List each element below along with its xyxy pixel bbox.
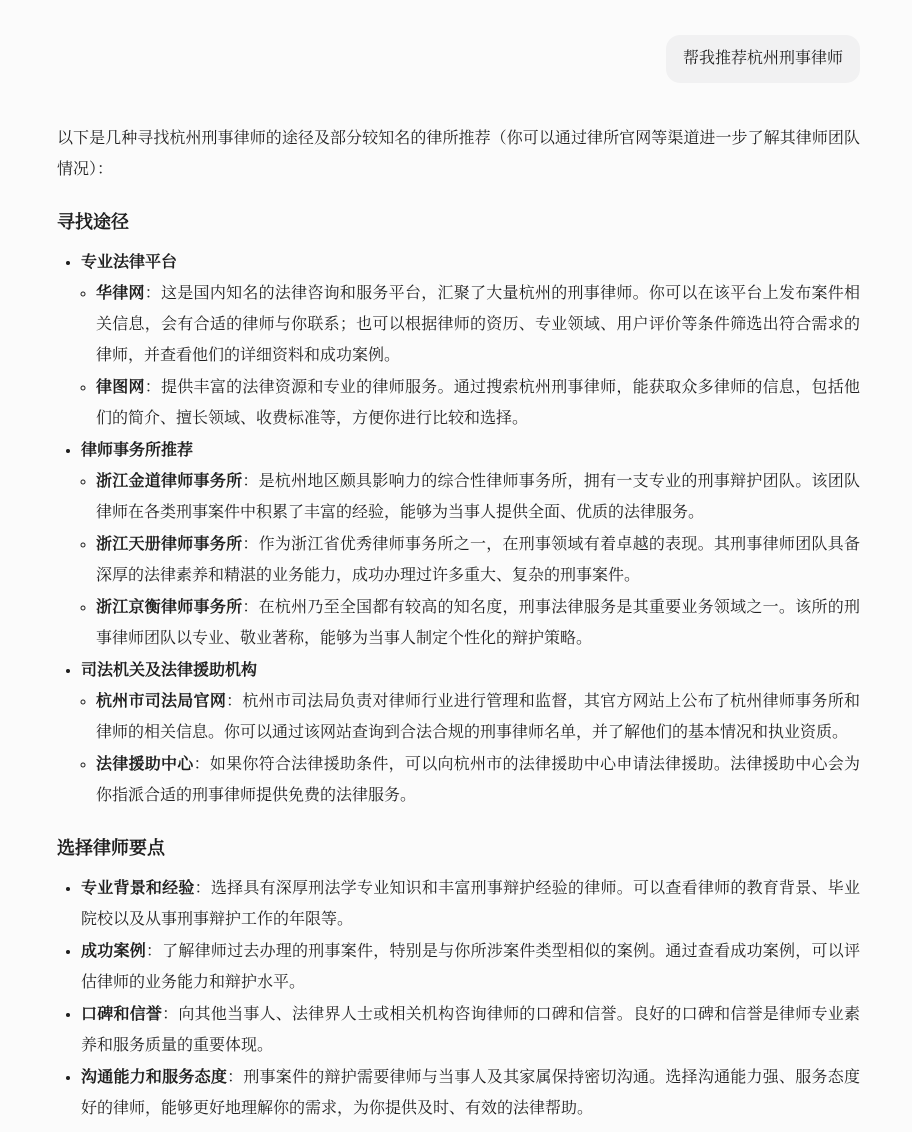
list-item — [81, 1062, 860, 1124]
group-title: 司法机关及法律援助机构 — [81, 662, 258, 679]
item-desc: ：提供丰富的法律资源和专业的律师服务。通过搜索杭州刑事律师，能获取众多律师的信息，包括他们的简介、擅长领域、收费标准等，方便你进行比较和选择。 — [96, 379, 860, 427]
group-title: 律师事务所推荐 — [81, 442, 194, 459]
group-title: 专业法律平台 — [81, 254, 178, 271]
list-item — [96, 278, 860, 371]
user-message-row — [57, 35, 860, 83]
item-desc: ：这是国内知名的法律咨询和服务平台，汇聚了大量杭州的刑事律师。你可以在该平台上发布案件相关信息，会有合适的律师与你联系；也可以根据律师的资历、专业领域、用户评价等条件筛选出符合需求的律师，并查看他们的详细资料和成功案例。 — [96, 285, 860, 364]
list-item — [96, 749, 860, 811]
item-term: 浙江京衡律师事务所 — [96, 599, 243, 616]
item-term: 浙江金道律师事务所 — [96, 473, 243, 490]
item-term: 杭州市司法局官网 — [96, 693, 227, 710]
group-items — [81, 466, 860, 654]
list-item — [96, 529, 860, 591]
user-message-bubble: 帮我推荐杭州刑事律师 — [666, 35, 860, 83]
list-group-law-firms — [81, 435, 860, 654]
section-heading-choose-points: 选择律师要点 — [57, 838, 165, 858]
item-desc: ：向其他当事人、法律界人士或相关机构咨询律师的口碑和信誉。良好的口碑和信誉是律师专业素养和服务质量的重要体现。 — [81, 1006, 860, 1054]
list-item — [96, 592, 860, 654]
list-item — [96, 686, 860, 748]
list-group-judicial-aid — [81, 655, 860, 811]
item-term: 浙江天册律师事务所 — [96, 536, 243, 553]
find-ways-list — [57, 247, 860, 811]
item-desc: ：杭州市司法局负责对律师行业进行管理和监督，其官方网站上公布了杭州律师事务所和律师的相关信息。你可以通过该网站查询到合法合规的刑事律师名单，并了解他们的基本情况和执业资质。 — [96, 693, 860, 741]
item-term: 口碑和信誉 — [81, 1006, 163, 1023]
list-item — [96, 372, 860, 434]
item-desc: ：作为浙江省优秀律师事务所之一，在刑事领域有着卓越的表现。其刑事律师团队具备深厚的法律素养和精湛的业务能力，成功办理过许多重大、复杂的刑事案件。 — [96, 536, 860, 584]
list-item — [81, 873, 860, 935]
list-item — [81, 936, 860, 998]
item-term: 律图网 — [96, 379, 145, 396]
item-term: 法律援助中心 — [96, 756, 194, 773]
group-items — [81, 686, 860, 811]
item-desc: ：是杭州地区颇具影响力的综合性律师事务所，拥有一支专业的刑事辩护团队。该团队律师在各类刑事案件中积累了丰富的经验，能够为当事人提供全面、优质的法律服务。 — [96, 473, 860, 521]
list-group-platforms — [81, 247, 860, 434]
chat-thread — [57, 0, 860, 1124]
item-term: 华律网 — [96, 285, 145, 302]
item-term: 沟通能力和服务态度 — [81, 1069, 228, 1086]
item-desc: ：了解律师过去办理的刑事案件，特别是与你所涉案件类型相似的案例。通过查看成功案例，可以评估律师的业务能力和辩护水平。 — [81, 943, 860, 991]
item-term: 专业背景和经验 — [81, 880, 195, 897]
assistant-intro: 以下是几种寻找杭州刑事律师的途径及部分较知名的律所推荐（你可以通过律所官网等渠道进一步了解其律师团队情况）： — [57, 130, 860, 178]
section-heading-find-ways: 寻找途径 — [57, 212, 129, 232]
list-item — [81, 999, 860, 1061]
choose-points-list — [57, 873, 860, 1124]
item-desc: ：选择具有深厚刑法学专业知识和丰富刑事辩护经验的律师。可以查看律师的教育背景、毕业院校以及从事刑事辩护工作的年限等。 — [81, 880, 860, 928]
assistant-message — [57, 123, 860, 1124]
item-desc: ：如果你符合法律援助条件，可以向杭州市的法律援助中心申请法律援助。法律援助中心会为你指派合适的刑事律师提供免费的法律服务。 — [96, 756, 860, 804]
group-items — [81, 278, 860, 434]
list-item — [96, 466, 860, 528]
item-term: 成功案例 — [81, 943, 146, 960]
item-desc: ：在杭州乃至全国都有较高的知名度，刑事法律服务是其重要业务领域之一。该所的刑事律师团队以专业、敬业著称，能够为当事人制定个性化的辩护策略。 — [96, 599, 860, 647]
item-desc: ：刑事案件的辩护需要律师与当事人及其家属保持密切沟通。选择沟通能力强、服务态度好的律师，能够更好地理解你的需求，为你提供及时、有效的法律帮助。 — [81, 1069, 860, 1117]
